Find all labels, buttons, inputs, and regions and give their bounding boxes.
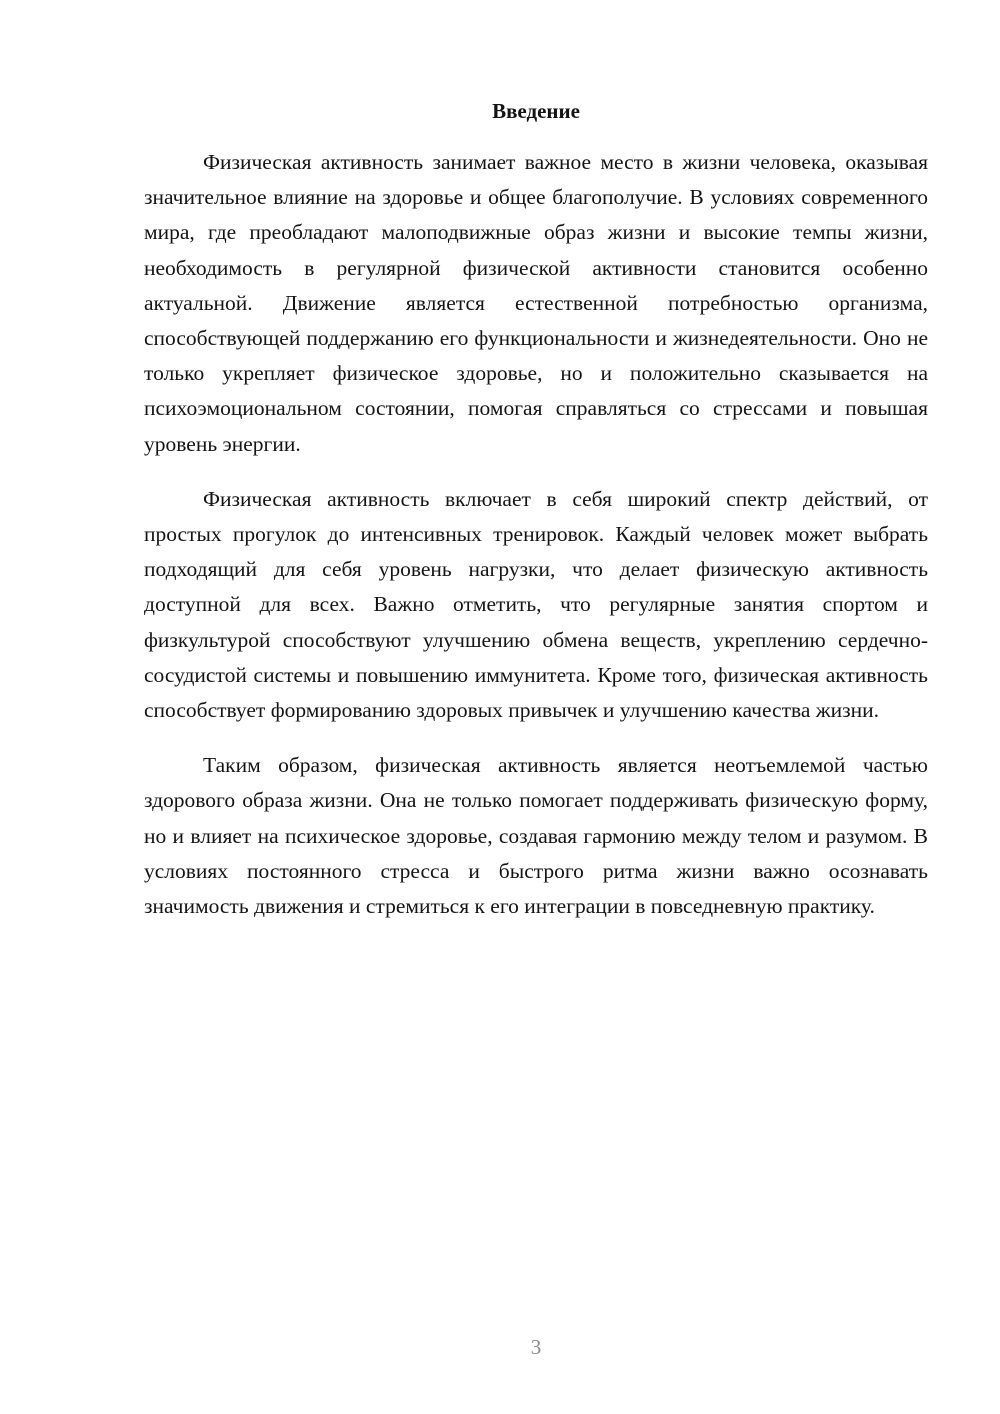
body-text — [144, 145, 928, 944]
paragraph-1: Физическая активность занимает важное место в жизни человека, оказывая значительное влияние на здоровье и общее благополучие. В условиях современного мира, где преобладают малоподвижные образ жизни и высокие темпы жизни, необходимость в регулярной физической активности становится особенно актуальной. Движение является естественной потребностью организма, способствующей поддержанию его функциональности и жизнедеятельности. Оно не только укрепляет физическое здоровье, но и положительно сказывается на психоэмоциональном состоянии, помогая справляться со стрессами и повышая уровень энергии. — [144, 150, 928, 456]
section-title: Введение — [492, 99, 580, 123]
page-number: 3 — [530, 1335, 542, 1359]
paragraph-2: Физическая активность включает в себя широкий спектр действий, от простых прогулок до интенсивных тренировок. Каждый человек может выбрать подходящий для себя уровень нагрузки, что делает физическую активность доступной для всех. Важно отметить, что регулярные занятия спортом и физкультурой способствуют улучшению обмена веществ, укреплению сердечно-сосудистой системы и повышению иммунитета. Кроме того, физическая активность способствует формированию здоровых привычек и улучшению качества жизни. — [144, 486, 928, 723]
paragraph-3: Таким образом, физическая активность является неотъемлемой частью здорового образа жизни. Она не только помогает поддерживать физическую форму, но и влияет на психическое здоровье, создавая гармонию между телом и разумом. В условиях постоянного стресса и быстрого ритма жизни важно осознавать значимость движения и стремиться к его интеграции в повседневную практику. — [144, 753, 928, 919]
